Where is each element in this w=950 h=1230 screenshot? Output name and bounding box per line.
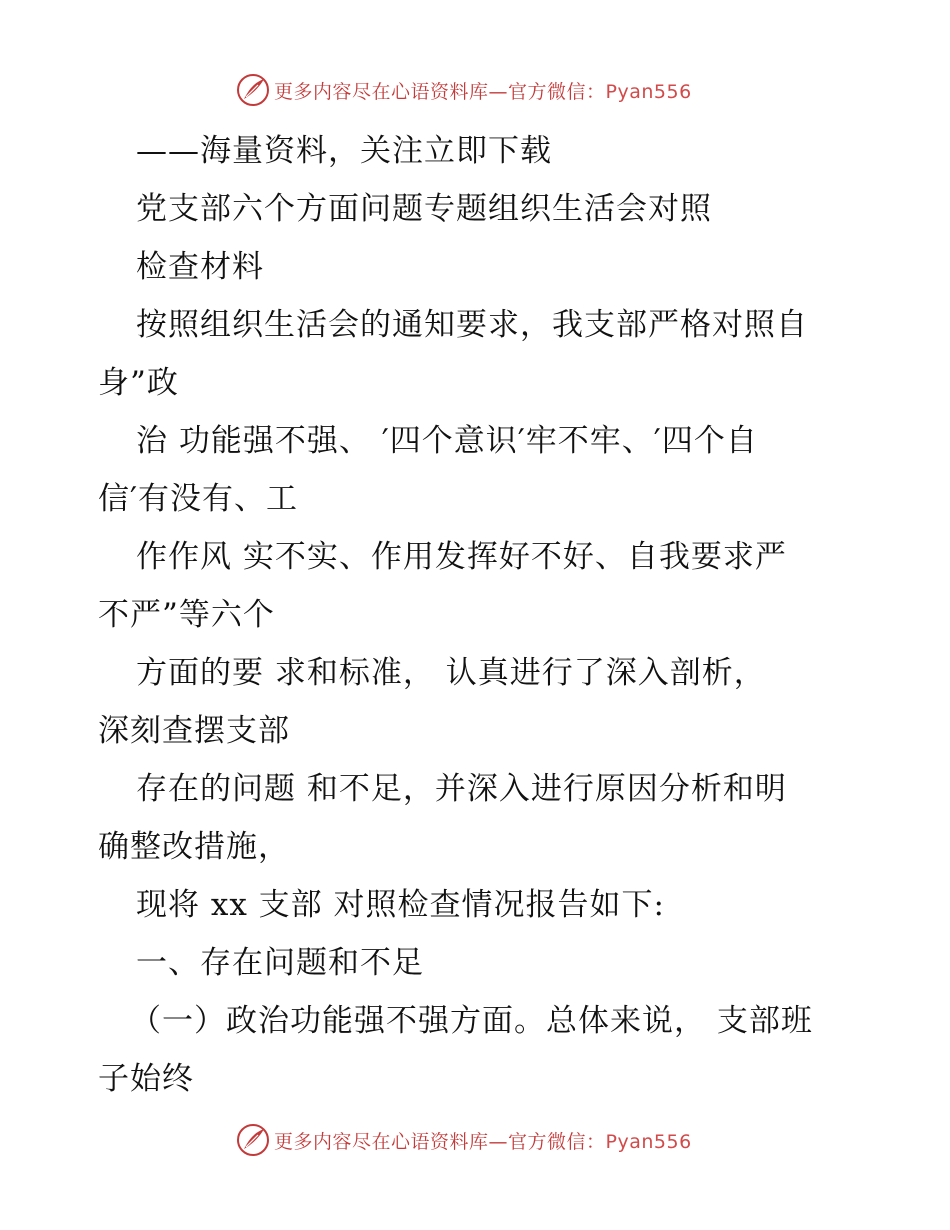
text-line: 子始终 bbox=[98, 1061, 194, 1097]
section-heading: 一、存在问题和不足 bbox=[136, 945, 424, 981]
text-line: ——海量资料，关注立即下载 bbox=[136, 133, 552, 169]
banner-text: 更多内容尽在心语资料库—官方微信：Pyan556 bbox=[274, 1130, 692, 1153]
banner-text: 更多内容尽在心语资料库—官方微信：Pyan556 bbox=[274, 80, 692, 103]
header-watermark-banner bbox=[236, 72, 716, 108]
footer-watermark-banner bbox=[236, 1122, 716, 1158]
text-line: 信′有没有、工 bbox=[98, 481, 299, 517]
text-line: 身”政 bbox=[98, 365, 179, 401]
feather-logo-icon bbox=[236, 73, 270, 107]
text-line: 治 功能强不强、 ′四个意识′牢不牢、′四个自 bbox=[136, 423, 758, 459]
document-body bbox=[98, 122, 868, 1108]
banner-wechat-id: Pyan556 bbox=[605, 1130, 692, 1153]
feather-logo-icon bbox=[236, 1123, 270, 1157]
text-line: 方面的要 求和标准， 认真进行了深入剖析， bbox=[136, 655, 766, 691]
document-title: 党支部六个方面问题专题组织生活会对照 bbox=[136, 191, 712, 227]
text-line: 确整改措施， bbox=[98, 829, 290, 865]
text-line: 作作风 实不实、作用发挥好不好、自我要求严 bbox=[136, 539, 787, 575]
text-line: 不严”等六个 bbox=[98, 597, 275, 633]
document-title-cont: 检查材料 bbox=[136, 249, 264, 285]
text-line: 现将 xx 支部 对照检查情况报告如下: bbox=[136, 887, 665, 923]
banner-wechat-id: Pyan556 bbox=[605, 80, 692, 103]
text-line: 深刻查摆支部 bbox=[98, 713, 290, 749]
subsection-heading: （一）政治功能强不强方面。总体来说， 支部班 bbox=[130, 1003, 813, 1039]
text-line: 存在的问题 和不足，并深入进行原因分析和明 bbox=[136, 771, 787, 807]
text-line: 按照组织生活会的通知要求，我支部严格对照自 bbox=[136, 307, 808, 343]
